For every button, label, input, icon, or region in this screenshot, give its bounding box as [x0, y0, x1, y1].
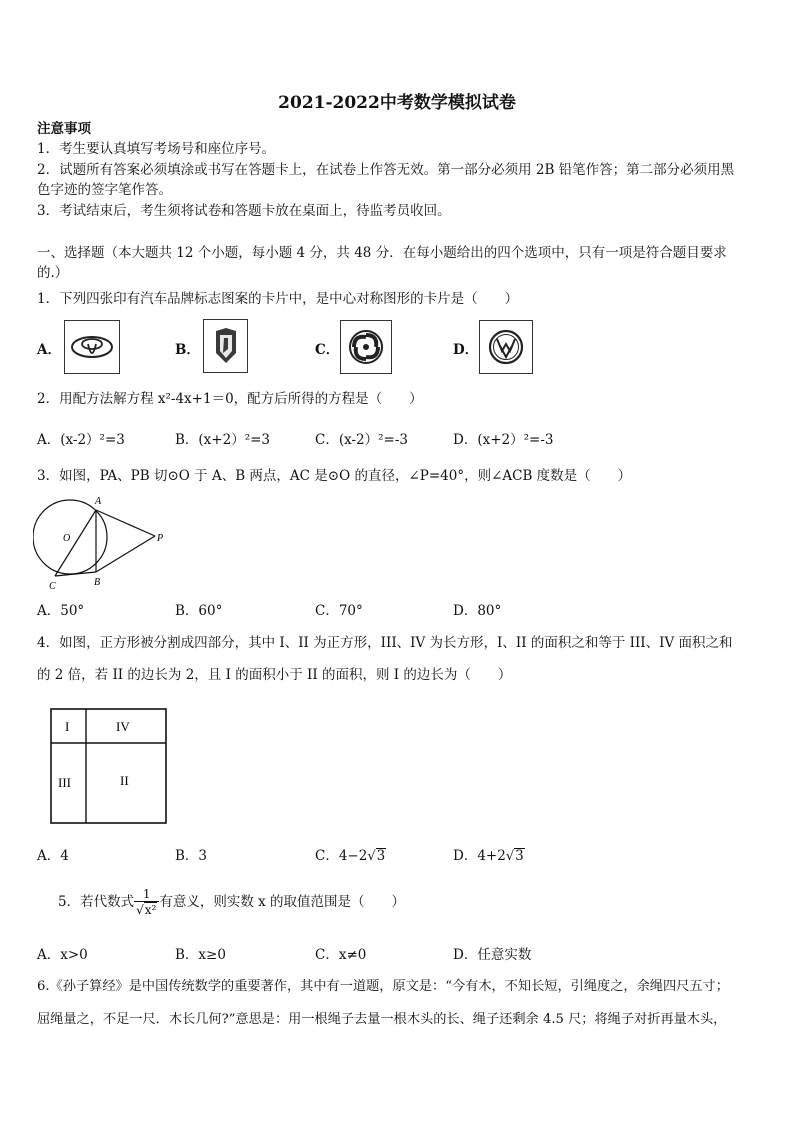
q2-option-d: D．(x+2）²=-3	[453, 432, 554, 448]
sqrt-radicand: 3	[515, 848, 524, 864]
page-title: 2021-2022中考数学模拟试卷	[278, 93, 516, 113]
q5-option-d: D．任意实数	[453, 947, 532, 963]
section-heading: 一、选择题（本大题共 12 个小题，每小题 4 分，共 48 分．在每小题给出的四个选项中，只有一项是符合题目要求	[37, 245, 727, 261]
question-6-stem: 6.《孙子算经》是中国传统数学的重要著作，其中有一道题，原文是：“今有木，不知长短，引绳度之，余绳四尺五寸；	[37, 979, 729, 994]
q5-suffix: 有意义，则实数 x 的取值范围是（ ）	[159, 894, 406, 910]
question-4-stem-cont: 的 2 倍，若 II 的边长为 2，且 I 的面积小于 II 的面积，则 I 的边长为（ ）	[37, 667, 512, 683]
label-b: B	[94, 577, 101, 588]
q5-frac-num: 1	[142, 887, 151, 901]
swirl-logo-icon	[340, 320, 392, 374]
q5-frac-den: x²	[144, 903, 157, 917]
q3-option-a: A．50°	[37, 603, 85, 619]
question-5-stem	[58, 887, 405, 917]
q4-option-d-label: D．	[453, 848, 478, 864]
q5-option-a: A．x>0	[37, 947, 88, 963]
notice-item: 1．考生要认真填写考场号和座位序号。	[37, 141, 276, 157]
question-2-stem: 2．用配方法解方程 x²-4x+1＝0，配方后所得的方程是（ ）	[37, 391, 423, 407]
notice-item: 3．考试结束后，考生须将试卷和答题卡放在桌面上，待监考员收回。	[37, 203, 451, 219]
region-ii-label: II	[120, 773, 129, 788]
region-iv-label: IV	[116, 719, 130, 734]
sqrt-radicand: 3	[376, 848, 386, 864]
q1-option-d: D．	[453, 342, 479, 358]
q3-option-d: D．80°	[453, 603, 502, 619]
q4-option-b: B．3	[175, 848, 208, 864]
region-i-label: I	[65, 719, 70, 734]
shield-logo-icon	[203, 319, 248, 373]
label-c: C	[49, 581, 56, 592]
notice-item: 色字迹的签字笔作答。	[37, 182, 172, 198]
q4-option-c-expr: 4−2	[338, 848, 368, 864]
q3-option-c: C．70°	[315, 603, 363, 619]
circle-tangent-figure	[33, 494, 173, 594]
q4-option-c: C．4−2√3	[315, 848, 386, 864]
toyota-logo-icon	[64, 320, 120, 374]
tangent-pb	[96, 536, 155, 572]
q2-option-a: A．(x-2）²=3	[37, 432, 125, 448]
volkswagen-logo-icon	[479, 320, 533, 374]
q5-option-b: B．x≥0	[175, 947, 226, 963]
q3-option-b: B．60°	[175, 603, 223, 619]
square-partition-figure	[50, 708, 168, 826]
region-iii-label: III	[58, 775, 71, 790]
q4-option-c-label: C．	[315, 848, 339, 864]
q5-prefix: 5．若代数式	[58, 894, 135, 910]
question-3-stem: 3．如图，PA、PB 切⊙O 于 A、B 两点，AC 是⊙O 的直径，∠P=40°，则∠ACB 度数是（ ）	[37, 468, 632, 484]
q5-fraction: $\frac{1}{\text{√x²}}$	[134, 887, 159, 917]
q2-option-c: C．(x-2）²=-3	[315, 432, 408, 448]
q4-option-d-expr: 4+2	[477, 848, 506, 864]
label-p: P	[157, 533, 164, 544]
diameter-ac	[55, 510, 96, 576]
section-heading-cont: 的.）	[37, 265, 69, 281]
q1-option-a: A．	[37, 342, 61, 358]
notice-heading: 注意事项	[37, 121, 91, 137]
q5-option-c: C．x≠0	[315, 947, 367, 963]
label-o: O	[63, 533, 71, 544]
q2-option-b: B．(x+2）²=3	[175, 432, 271, 448]
q4-option-d: D．4+2√3	[453, 848, 524, 864]
question-4-stem: 4．如图，正方形被分割成四部分，其中 I、II 为正方形，III、IV 为长方形，I、II 的面积之和等于 III、IV 面积之和	[37, 635, 733, 651]
question-1-stem: 1．下列四张印有汽车品牌标志图案的卡片中，是中心对称图形的卡片是（ ）	[37, 291, 519, 307]
label-a: A	[95, 496, 102, 507]
q1-option-c: C．	[315, 342, 340, 358]
question-6-stem-cont: 屈绳量之，不足一尺．木长几何?”意思是：用一根绳子去量一根木头的长、绳子还剩余 4.5 尺；将绳子对折再量木头，	[37, 1012, 727, 1027]
q4-option-a: A．4	[37, 848, 69, 864]
q1-option-b: B．	[175, 342, 200, 358]
notice-item: 2．试题所有答案必须填涂或书写在答题卡上，在试卷上作答无效。第一部分必须用 2B 铅笔作答；第二部分必须用黑	[37, 162, 735, 178]
